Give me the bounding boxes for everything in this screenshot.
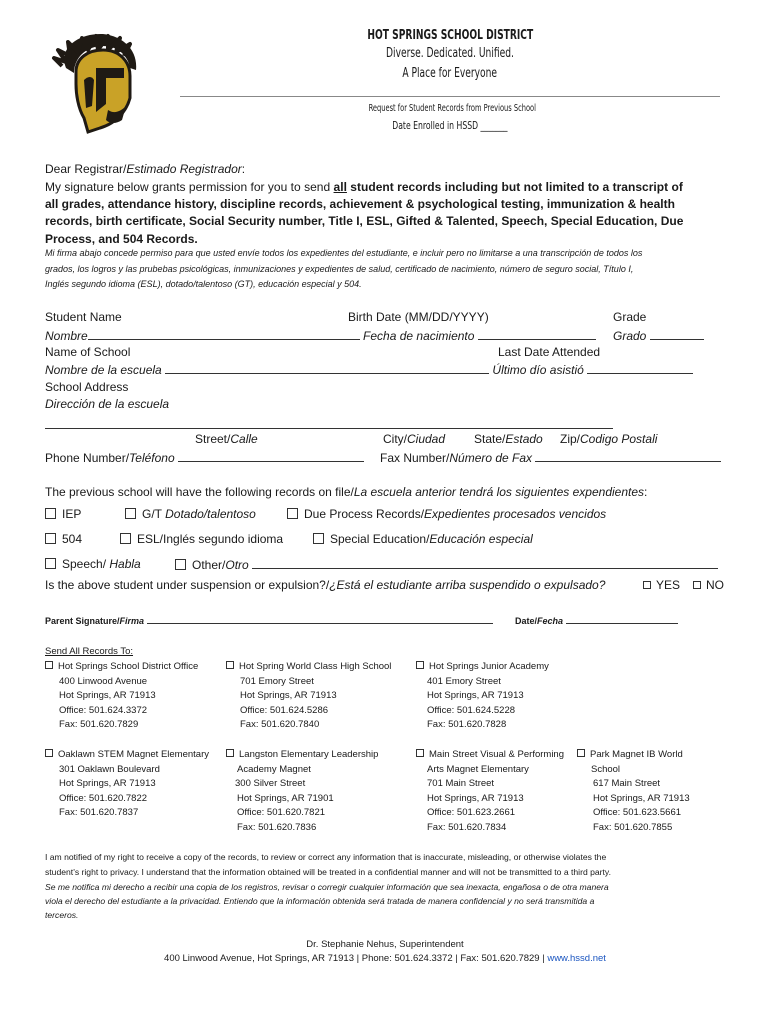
school-address-label: School Address: [45, 380, 129, 394]
parent-signature-field[interactable]: Parent Signature/Firma: [45, 615, 493, 626]
checkbox-icon: [416, 749, 424, 757]
permission-es-2: grados, los logros y las prubebas psicológicas, inmunizaciones y expedientes de salud, certificado de nacimiento, número de seguro social, Título I,: [45, 264, 634, 274]
greeting: Dear Registrar/Estimado Registrador:: [45, 162, 246, 176]
notice-es-3: terceros.: [45, 910, 79, 920]
school-name-label: Name of School: [45, 345, 131, 359]
superintendent: Dr. Stephanie Nehus, Superintendent: [306, 939, 464, 950]
state-label: State/Estado: [474, 432, 543, 446]
school-address-es-label: Dirección de la escuela: [45, 397, 170, 411]
grade-label: Grade: [613, 310, 647, 324]
permission-es-1: Mi firma abajo concede permiso para que usted envíe todos los expedientes del estudiante, e incluir pero no limitarse a una transcripción de todos los: [45, 248, 643, 258]
grade-field[interactable]: Grado: [613, 328, 704, 343]
checkbox-icon: [313, 533, 324, 544]
form-title: Request for Student Records from Previous School: [368, 103, 537, 114]
school-address-block: Park Magnet IB World School 617 Main Street Hot Springs, AR 71913 Office: 501.623.5661 Fax: 501.620.7855: [577, 748, 690, 835]
checkbox-icon: [120, 533, 131, 544]
checkbox-icon: [577, 749, 585, 757]
school-address-block: Oaklawn STEM Magnet Elementary 301 Oaklawn Boulevard Hot Springs, AR 71913 Office: 501.620.7822 Fax: 501.620.7837: [45, 748, 209, 821]
school-address-block: Langston Elementary Leadership Academy Magnet 300 Silver Street Hot Springs, AR 71901 Office: 501.620.7821 Fax: 501.620.7836: [226, 748, 378, 835]
checkbox-icon: [693, 581, 701, 589]
checkbox-icon: [226, 749, 234, 757]
special-ed-checkbox[interactable]: Special Education/Educación especial: [313, 532, 533, 546]
esl-checkbox[interactable]: ESL/Inglés segundo idioma: [120, 532, 283, 546]
date-enrolled-field[interactable]: Date Enrolled in HSSD _______: [392, 119, 508, 132]
motto-line-2: A Place for Everyone: [402, 66, 498, 81]
checkbox-icon: [226, 661, 234, 669]
suspension-no[interactable]: NO: [693, 578, 724, 592]
footer-contact: 400 Linwood Avenue, Hot Springs, AR 71913 | Phone: 501.624.3372 | Fax: 501.620.7829 | www.hssd.net: [164, 953, 606, 964]
motto-line-1: Diverse. Dedicated. Unified.: [386, 46, 514, 61]
checkbox-icon: [643, 581, 651, 589]
street-label: Street/Calle: [195, 432, 258, 446]
send-all-heading: Send All Records To:: [45, 646, 134, 657]
district-name: HOT SPRINGS SCHOOL DISTRICT: [367, 28, 533, 43]
notice-en-1: I am notified of my right to receive a copy of the records, to review or correct any information that is inaccurate, misleading, or otherwise violates the: [45, 852, 607, 862]
notice-es-2: viola el derecho del estudiante a la privacidad. Entiendo que la información obtenida será tratada de manera confidencial y no será transmitida a: [45, 896, 595, 906]
checkbox-icon: [125, 508, 136, 519]
permission-es-3: Inglés segundo idioma (ESL), dotado/talentoso (GT), educación especial y 504.: [45, 279, 362, 289]
suspension-yes[interactable]: YES: [643, 578, 680, 592]
school-address-block: Hot Springs School District Office 400 Linwood Avenue Hot Springs, AR 71913 Office: 501.624.3372 Fax: 501.620.7829: [45, 660, 198, 733]
records-intro: The previous school will have the following records on file/La escuela anterior tendrá los siguientes expendientes:: [45, 485, 648, 499]
gt-checkbox[interactable]: G/T Dotado/talentoso: [125, 507, 256, 521]
signature-date-field[interactable]: Date/Fecha: [515, 615, 678, 626]
permission-line-3: records, birth certificate, Social Security number, Title I, ESL, Gifted & Talented, Speech, Special Education, Due: [45, 214, 684, 228]
checkbox-icon: [45, 558, 56, 569]
birth-date-label: Birth Date (MM/DD/YYYY): [348, 310, 489, 324]
notice-en-2: student's right to privacy. I understand that the information obtained will be treated in a confidential manner and will not be transmitted to a third party.: [45, 867, 611, 877]
speech-checkbox[interactable]: Speech/ Habla: [45, 557, 141, 571]
permission-line-4: Process, and 504 Records.: [45, 232, 198, 246]
permission-line-2: all grades, attendance history, discipline records, achievement & psychological testing, immunization & health: [45, 197, 675, 211]
other-checkbox[interactable]: Other/Otro: [175, 557, 718, 572]
iep-checkbox[interactable]: IEP: [45, 507, 81, 521]
due-process-checkbox[interactable]: Due Process Records/Expedientes procesados vencidos: [287, 507, 606, 521]
last-date-label: Last Date Attended: [498, 345, 601, 359]
school-name-field[interactable]: Nombre de la escuela Último dío asistió: [45, 362, 693, 377]
fax-field[interactable]: Fax Number/Número de Fax: [380, 450, 721, 465]
website-link[interactable]: www.hssd.net: [547, 953, 606, 964]
student-name-label: Student Name: [45, 310, 122, 324]
header-divider: [180, 96, 720, 97]
504-checkbox[interactable]: 504: [45, 532, 82, 546]
permission-line-1: My signature below grants permission for you to send all student records including but not limited to a transcript of: [45, 180, 683, 194]
notice-es-1: Se me notifica mi derecho a recibir una copia de los registros, revisar o corregir cualquier información que sea inexacta, engañosa o de otra manera: [45, 882, 609, 892]
school-address-line[interactable]: [45, 428, 613, 429]
checkbox-icon: [45, 533, 56, 544]
school-address-block: Hot Springs Junior Academy 401 Emory Street Hot Springs, AR 71913 Office: 501.624.5228 Fax: 501.620.7828: [416, 660, 549, 733]
phone-field[interactable]: Phone Number/Teléfono: [45, 450, 364, 465]
checkbox-icon: [175, 559, 186, 570]
checkbox-icon: [287, 508, 298, 519]
checkbox-icon: [45, 661, 53, 669]
checkbox-icon: [45, 508, 56, 519]
school-address-block: Main Street Visual & Performing Arts Magnet Elementary 701 Main Street Hot Springs, AR 71913 Office: 501.623.2661 Fax: 501.620.7834: [416, 748, 564, 835]
student-name-field[interactable]: Nombre Fecha de nacimiento: [45, 328, 596, 343]
checkbox-icon: [416, 661, 424, 669]
checkbox-icon: [45, 749, 53, 757]
school-address-block: Hot Spring World Class High School 701 Emory Street Hot Springs, AR 71913 Office: 501.624.5286 Fax: 501.620.7840: [226, 660, 391, 733]
zip-label: Zip/Codigo Postali: [560, 432, 658, 446]
suspension-question: Is the above student under suspension or expulsion?/¿Está el estudiante arriba suspendido o expulsado?: [45, 578, 606, 592]
city-label: City/Ciudad: [383, 432, 446, 446]
